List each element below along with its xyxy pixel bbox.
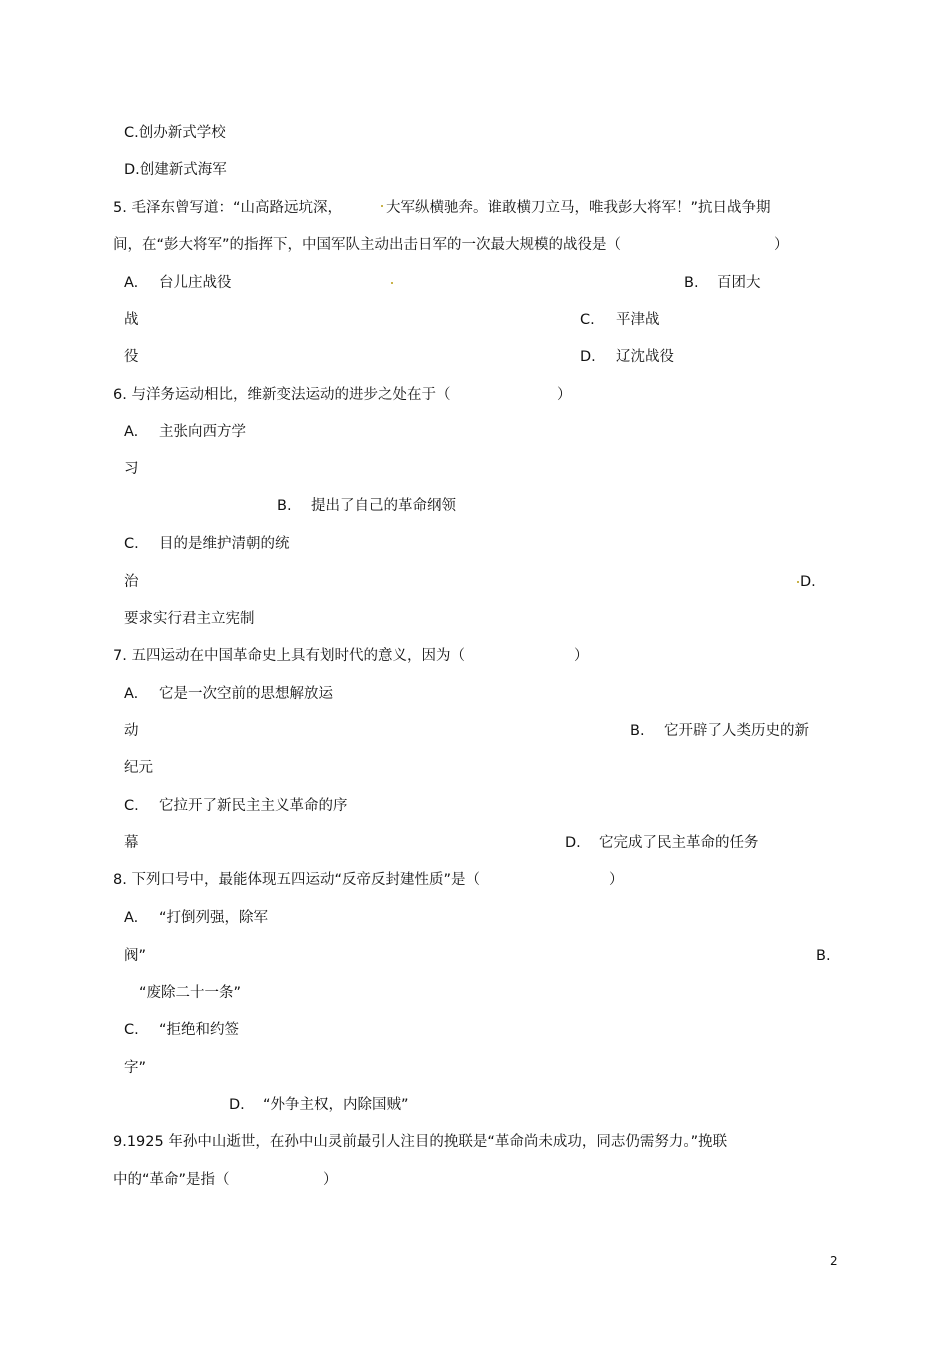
q8-option-c-text: “拒绝和约签	[159, 1022, 240, 1038]
q5-option-d-letter: D.	[580, 349, 596, 365]
q7-option-a-text: 它是一次空前的思想解放运	[159, 686, 333, 702]
q7-stem-paren-close: ）	[574, 648, 589, 664]
q6-option-b-text: 提出了自己的革命纲领	[311, 498, 456, 514]
stray-mark	[797, 581, 799, 583]
q6-option-d-letter: D.	[800, 574, 816, 590]
q7-option-c-wrap: 幕	[124, 835, 139, 851]
q5-option-c-text: 平津战	[616, 312, 660, 328]
q8-option-a-wrap: 阀”	[124, 948, 147, 964]
q5-option-b-text: 百团大	[717, 275, 761, 291]
q5-stem-line2: 间，在“彭大将军”的指挥下，中国军队主动出击日军的一次最大规模的战役是（	[113, 237, 622, 253]
q8-option-c-wrap: 字”	[124, 1060, 147, 1076]
q5-option-b-letter: B.	[684, 275, 699, 291]
q6-option-c-wrap: 治	[124, 574, 139, 590]
stray-mark	[381, 205, 383, 207]
q8-stem-paren-close: ）	[609, 872, 624, 888]
q7-option-b-text: 它开辟了人类历史的新	[664, 723, 809, 739]
q5-option-c-wrap: 役	[124, 349, 139, 365]
q5-stem-line1-b: 大军纵横驰奔。谁敢横刀立马，唯我彭大将军！”抗日战争期	[386, 200, 771, 216]
q4-option-c: C.创办新式学校	[124, 125, 226, 141]
q6-option-c-text: 目的是维护清朝的统	[159, 536, 290, 552]
q8-option-a-letter: A.	[124, 910, 139, 926]
q6-stem: 6. 与洋务运动相比，维新变法运动的进步之处在于（	[113, 387, 451, 403]
q7-option-a-wrap: 动	[124, 723, 139, 739]
q9-stem-paren-close: ）	[323, 1172, 338, 1188]
q5-stem-line1-a: 5. 毛泽东曾写道：“山高路远坑深，	[113, 200, 342, 216]
q7-option-d-letter: D.	[565, 835, 581, 851]
q7-option-d-text: 它完成了民主革命的任务	[599, 835, 759, 851]
q8-option-a-text: “打倒列强，除军	[159, 910, 269, 926]
q7-stem: 7. 五四运动在中国革命史上具有划时代的意义，因为（	[113, 648, 465, 664]
q8-option-b-text: “废除二十一条”	[139, 985, 242, 1001]
q9-stem-line2: 中的“革命”是指（	[113, 1172, 230, 1188]
q7-option-b-wrap: 纪元	[124, 760, 153, 776]
q5-stem-paren-close: ）	[774, 237, 789, 253]
q9-stem-line1: 9.1925 年孙中山逝世，在孙中山灵前最引人注目的挽联是“革命尚未成功，同志仍需努力。”挽联	[113, 1134, 728, 1150]
q6-option-c-letter: C.	[124, 536, 139, 552]
q6-option-a-wrap: 习	[124, 461, 139, 477]
q7-option-a-letter: A.	[124, 686, 139, 702]
q8-option-d-letter: D.	[229, 1097, 245, 1113]
q7-option-b-letter: B.	[630, 723, 645, 739]
q6-option-d-text: 要求实行君主立宪制	[124, 611, 255, 627]
q7-option-c-text: 它拉开了新民主主义革命的序	[159, 798, 348, 814]
q6-stem-paren-close: ）	[557, 387, 572, 403]
q8-option-d-text: “外争主权，内除国贼”	[263, 1097, 409, 1113]
page-number: 2	[830, 1254, 838, 1268]
q8-option-b-letter: B.	[816, 948, 831, 964]
q5-option-a-text: 台儿庄战役	[159, 275, 232, 291]
q6-option-a-text: 主张向西方学	[159, 424, 246, 440]
q8-stem: 8. 下列口号中，最能体现五四运动“反帝反封建性质”是（	[113, 872, 480, 888]
q5-option-b-wrap: 战	[124, 312, 139, 328]
q6-option-a-letter: A.	[124, 424, 139, 440]
stray-mark	[391, 282, 393, 284]
q5-option-c-letter: C.	[580, 312, 595, 328]
q6-option-b-letter: B.	[277, 498, 292, 514]
q7-option-c-letter: C.	[124, 798, 139, 814]
q8-option-c-letter: C.	[124, 1022, 139, 1038]
q5-option-d-text: 辽沈战役	[616, 349, 674, 365]
q5-option-a-letter: A.	[124, 275, 139, 291]
q4-option-d: D.创建新式海军	[124, 162, 227, 178]
